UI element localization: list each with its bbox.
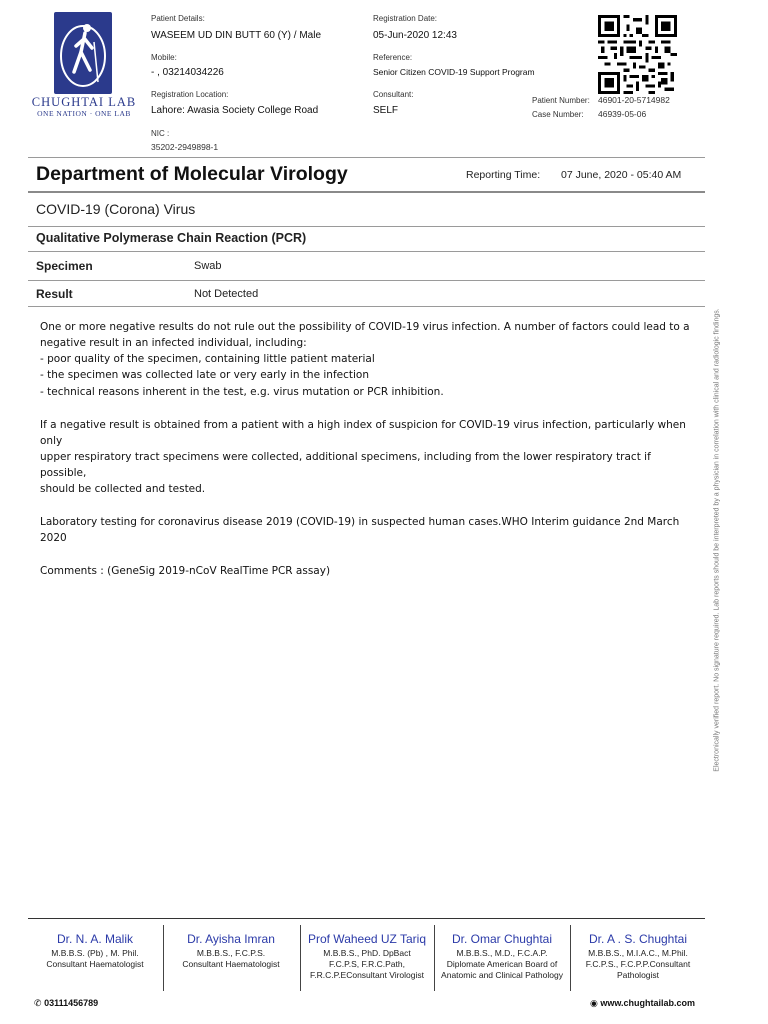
note-bullet: - technical reasons inherent in the test, e.g. virus mutation or PCR inhibition. [40,386,444,398]
specimen-label: Specimen [36,259,93,273]
doctor-signature-block [28,932,162,970]
doctor-credentials: Anatomic and Clinical Pathology [441,970,563,980]
footer-website[interactable] [590,998,695,1009]
doctor-credentials: M.B.B.S. (Pb) , M. Phil. [51,948,139,958]
doctor-credentials: F.C.P.S., F.C.P.P.Consultant [585,959,691,969]
result-label: Result [36,287,73,301]
test-method: Qualitative Polymerase Chain Reaction (PCR) [36,231,307,245]
doctor-credentials: Pathologist [616,970,660,980]
patient-number-label: Patient Number: [532,96,590,105]
doctor-credentials: M.B.B.S., M.I.A.C., M.Phil. [588,948,688,958]
doctor-name: Dr. N. A. Malik [56,932,133,946]
note-line: If a negative result is obtained from a patient with a high index of suspicion for COVID-19 virus infection, particularly when only [40,419,686,447]
divider [28,306,705,307]
who-guidance-note: Laboratory testing for coronavirus disease 2019 (COVID-19) in suspected human cases.WHO Interim guidance 2nd March 2020 [40,516,680,544]
doctor-signature-block [435,932,569,981]
side-disclaimer-text: Electronically verified report. No signature required. Lab reports should be interpreted by a physician in correlation with clinical and radiologic findings. [713,308,721,772]
divider [28,918,705,919]
lab-logo [54,12,112,94]
doctor-signature-block [571,932,705,981]
doctor-name: Dr. Ayisha Imran [187,932,275,946]
comments: Comments : (GeneSig 2019-nCoV RealTime PCR assay) [40,565,331,577]
location-value: Lahore: Awasia Society College Road [151,105,319,116]
note-line: One or more negative results do not rule out the possibility of COVID-19 virus infection. A number of factors could lead to a [40,321,690,333]
interpretation-notes [40,319,698,579]
note-line: negative result in an infected individual, including: [40,337,307,349]
note-bullet: - poor quality of the specimen, containing little patient material [40,353,375,365]
case-number-label: Case Number: [532,110,584,119]
doctor-signature-block [164,932,298,970]
note-line: upper respiratory tract specimens were collected, additional specimens, including from the lower respiratory tract if possible, [40,451,651,479]
doctor-credentials: M.B.B.S., PhD. DpBact [323,948,411,958]
website-link[interactable]: www.chughtailab.com [600,998,696,1008]
reference-label: Reference: [373,53,413,62]
divider [28,280,705,281]
divider [28,251,705,252]
doctor-credentials: M.B.B.S., M.D., F.C.A.P. [456,948,548,958]
walking-figure-icon [54,12,112,94]
divider [28,191,705,193]
globe-icon: ◉ [590,998,598,1008]
reporting-time-value: 07 June, 2020 - 05:40 AM [561,169,682,181]
doctor-credentials: Diplomate American Board of [446,959,558,969]
note-line: should be collected and tested. [40,483,206,495]
doctor-name: Dr. Omar Chughtai [451,932,553,946]
specimen-value: Swab [194,260,222,272]
doctor-credentials: Consultant Haematologist [46,959,144,969]
nic-value: 35202-2949898-1 [151,142,219,152]
test-name: COVID-19 (Corona) Virus [36,201,196,217]
doctor-credentials: F.R.C.P.EConsultant Virologist [309,970,425,980]
registration-date: 05-Jun-2020 12:43 [373,30,457,41]
divider [28,157,705,158]
consultant-label: Consultant: [373,90,414,99]
doctor-credentials: Consultant Haematologist [182,959,280,969]
divider [28,226,705,227]
qr-code-icon [598,15,677,94]
mobile-label: Mobile: [151,53,177,62]
reporting-time-label: Reporting Time: [466,169,541,181]
patient-name: WASEEM UD DIN BUTT 60 (Y) / Male [151,30,322,41]
doctor-credentials: M.B.B.S., F.C.P.S. [196,948,266,958]
nic-label: NIC : [151,129,170,138]
consultant-value: SELF [373,105,399,116]
lab-name: CHUGHTAI LAB [31,95,137,109]
doctor-credentials: F.C.P.S, F.R.C.Path, [329,959,405,969]
lab-tagline: ONE NATION · ONE LAB [37,109,131,118]
patient-details-label: Patient Details: [151,14,205,23]
registration-date-label: Registration Date: [373,14,438,23]
patient-number: 46901-20-5714982 [598,95,670,105]
phone-number: 03111456789 [44,998,99,1008]
lab-logo-text [28,96,140,118]
department-title: Department of Molecular Virology [36,163,348,185]
result-value: Not Detected [194,288,259,300]
doctor-name: Prof Waheed UZ Tariq [307,932,427,946]
case-number: 46939-05-06 [598,109,647,119]
phone-icon: ✆ [34,998,42,1008]
footer-phone [34,998,98,1009]
location-label: Registration Location: [151,90,229,99]
doctor-name: Dr. A . S. Chughtai [588,932,688,946]
reference-value: Senior Citizen COVID-19 Support Program [373,67,535,77]
doctor-signature-block [301,932,433,981]
mobile-value: - , 03214034226 [151,67,224,78]
note-bullet: - the specimen was collected late or very early in the infection [40,369,369,381]
